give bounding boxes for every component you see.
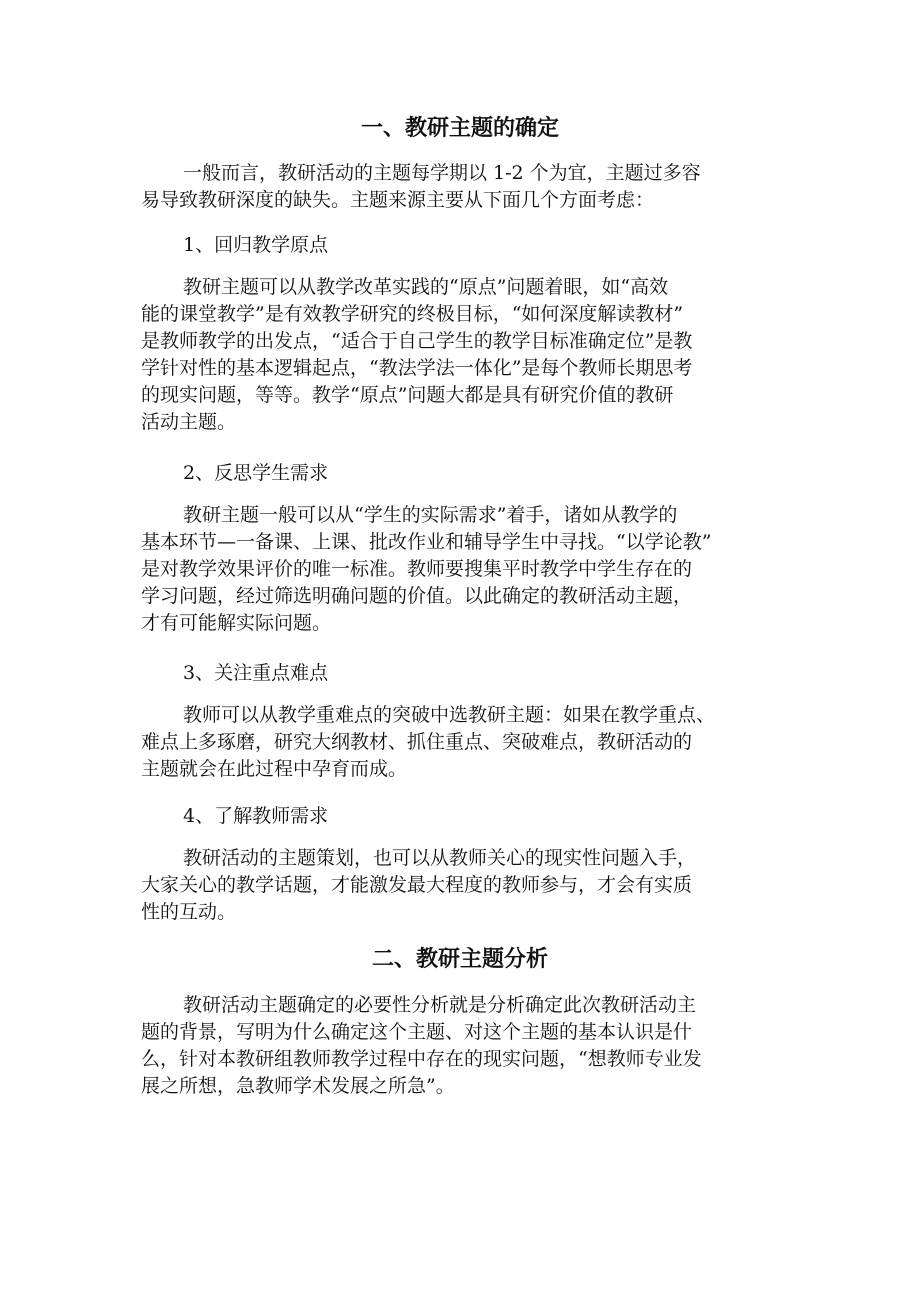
item4-paragraph (141, 845, 781, 926)
section2-paragraph (141, 992, 781, 1100)
text-line: 学习问题，经过筛选明确问题的价值。以此确定的教研活动主题， (141, 585, 693, 607)
text-line: 难点上多琢磨，研究大纲教材、抓住重点、突破难点，教研活动的 (141, 731, 693, 753)
text-line: 教研主题可以从教学改革实践的“原点”问题着眼，如“高效 (183, 276, 669, 298)
text-line: 易导致教研深度的缺失。主题来源主要从下面几个方面考虑： (141, 189, 655, 211)
text-line: 教研活动的主题策划，也可以从教师关心的现实性问题入手， (183, 847, 697, 869)
text-line: 是对教学效果评价的唯一标准。教师要搜集平时教学中学生存在的 (141, 558, 693, 580)
item2-heading: 2、反思学生需求 (183, 462, 329, 484)
item2-paragraph (141, 502, 781, 637)
text-line: 教研主题一般可以从“学生的实际需求”着手，诸如从教学的 (183, 504, 678, 526)
item3-heading: 3、关注重点难点 (183, 662, 329, 684)
text-line: 一般而言，教研活动的主题每学期以 1-2 个为宜，主题过多容 (183, 162, 701, 184)
section1-title: 一、教研主题的确定 (360, 116, 559, 141)
text-line: 性的互动。 (141, 901, 237, 923)
item1-paragraph (141, 274, 781, 436)
item1-heading: 1、回归教学原点 (183, 234, 329, 256)
text-line: 活动主题。 (141, 411, 237, 433)
section1-intro (141, 160, 781, 214)
text-line: 大家关心的教学话题，才能激发最大程度的教师参与，才会有实质 (141, 874, 693, 896)
section2-title: 二、教研主题分析 (371, 947, 548, 972)
text-line: 题的背景，写明为什么确定这个主题、对这个主题的基本认识是什 (141, 1021, 693, 1043)
text-line: 是教师教学的出发点，“适合于自己学生的教学目标准确定位”是教 (141, 330, 693, 352)
text-line: 才有可能解实际问题。 (141, 612, 332, 634)
text-line: 教师可以从教学重难点的突破中选教研主题：如果在教学重点、 (183, 704, 716, 726)
text-line: 展之所想，急教师学术发展之所急”。 (141, 1075, 455, 1097)
text-line: 的现实问题，等等。教学“原点”问题大都是具有研究价值的教研 (141, 384, 674, 406)
text-line: 能的课堂教学”是有效教学研究的终极目标，“如何深度解读教材” (141, 303, 684, 325)
text-line: 学针对性的基本逻辑起点，“教法学法一体化”是每个教师长期思考 (141, 357, 693, 379)
text-line: 么，针对本教研组教师教学过程中存在的现实问题，“想教师专业发 (141, 1048, 702, 1070)
item3-paragraph (141, 702, 781, 783)
text-line: 教研活动主题确定的必要性分析就是分析确定此次教研活动主 (183, 994, 697, 1016)
text-line: 主题就会在此过程中孕育而成。 (141, 758, 408, 780)
text-line: 基本环节—一备课、上课、批改作业和辅导学生中寻找。“以学论教” (141, 531, 712, 553)
item4-heading: 4、了解教师需求 (183, 805, 329, 827)
